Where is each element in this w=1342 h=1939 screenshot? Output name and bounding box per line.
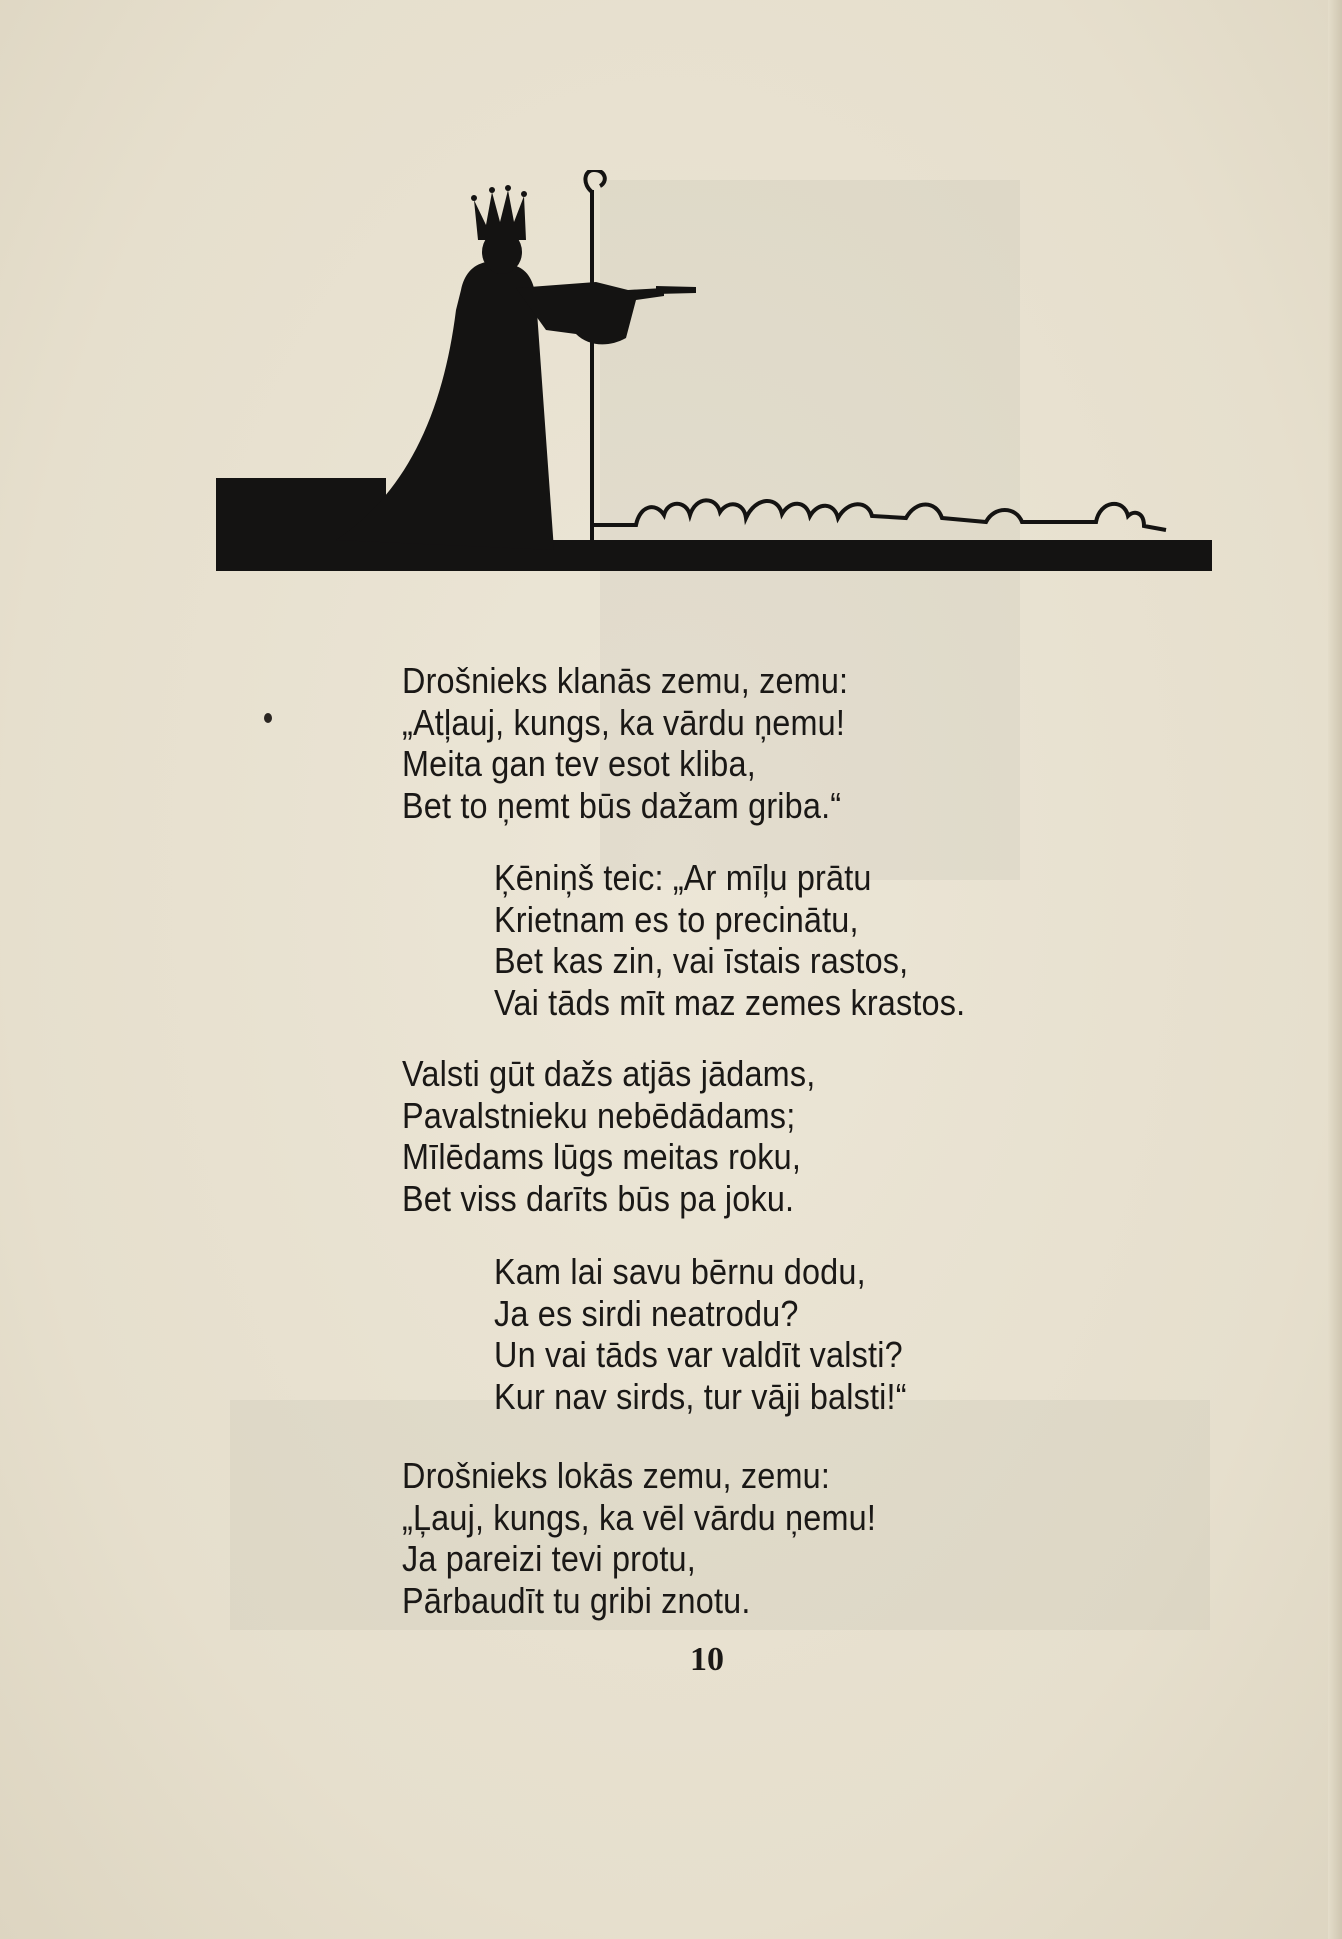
page-number: 10	[690, 1641, 724, 1678]
verse-line: Vai tāds mīt maz zemes krastos.	[494, 981, 966, 1023]
verse-line: Bet kas zin, vai īstais rastos,	[494, 940, 909, 981]
king-crown	[474, 190, 526, 240]
verse-line: Pavalstnieku nebēdādams;	[402, 1094, 796, 1136]
stanza	[494, 1251, 953, 1417]
ink-speck	[264, 713, 272, 723]
verse-line: Ķēniņš teic: „Ar mīļu prātu	[494, 857, 872, 898]
verse-line: Meita gan tev esot kliba,	[402, 743, 756, 784]
stanza	[402, 1053, 861, 1219]
king-silhouette-icon	[216, 170, 1212, 571]
verse-line: Ja pareizi tevi protu,	[402, 1538, 696, 1579]
verse-line: Mīlēdams lūgs meitas roku,	[402, 1136, 802, 1177]
stanza	[402, 1455, 929, 1621]
stanza	[494, 857, 1018, 1023]
king-silhouette-illustration	[216, 170, 1212, 575]
crowd-outline	[592, 500, 1166, 530]
verse-line: „Atļauj, kungs, ka vārdu ņemu!	[402, 701, 846, 743]
ground-strip	[216, 540, 1212, 571]
verse-line: Bet to ņemt būs dažam griba.“	[402, 784, 842, 826]
page-edge	[1328, 0, 1342, 1939]
verse-line: Krietnam es to precinātu,	[494, 898, 859, 940]
verse-line: Un vai tāds var valdīt valsti?	[494, 1334, 903, 1375]
verse-line: Drošnieks lokās zemu, zemu:	[402, 1455, 831, 1496]
verse-line: Ja es sirdi neatrodu?	[494, 1292, 799, 1334]
verse-line: Valsti gūt dažs atjās jādams,	[402, 1053, 816, 1094]
verse-line: Kam lai savu bērnu dodu,	[494, 1251, 866, 1292]
verse-line: Kur nav sirds, tur vāji balsti!“	[494, 1375, 907, 1417]
verse-line: Pārbaudīt tu gribi znotu.	[402, 1579, 751, 1621]
verse-line: Bet viss darīts būs pa joku.	[402, 1177, 795, 1219]
scepter-staff	[590, 190, 594, 545]
stanza	[402, 660, 898, 826]
verse-line: Drošnieks klanās zemu, zemu:	[402, 660, 849, 701]
verse-line: „Ļauj, kungs, ka vēl vārdu ņemu!	[402, 1496, 877, 1538]
